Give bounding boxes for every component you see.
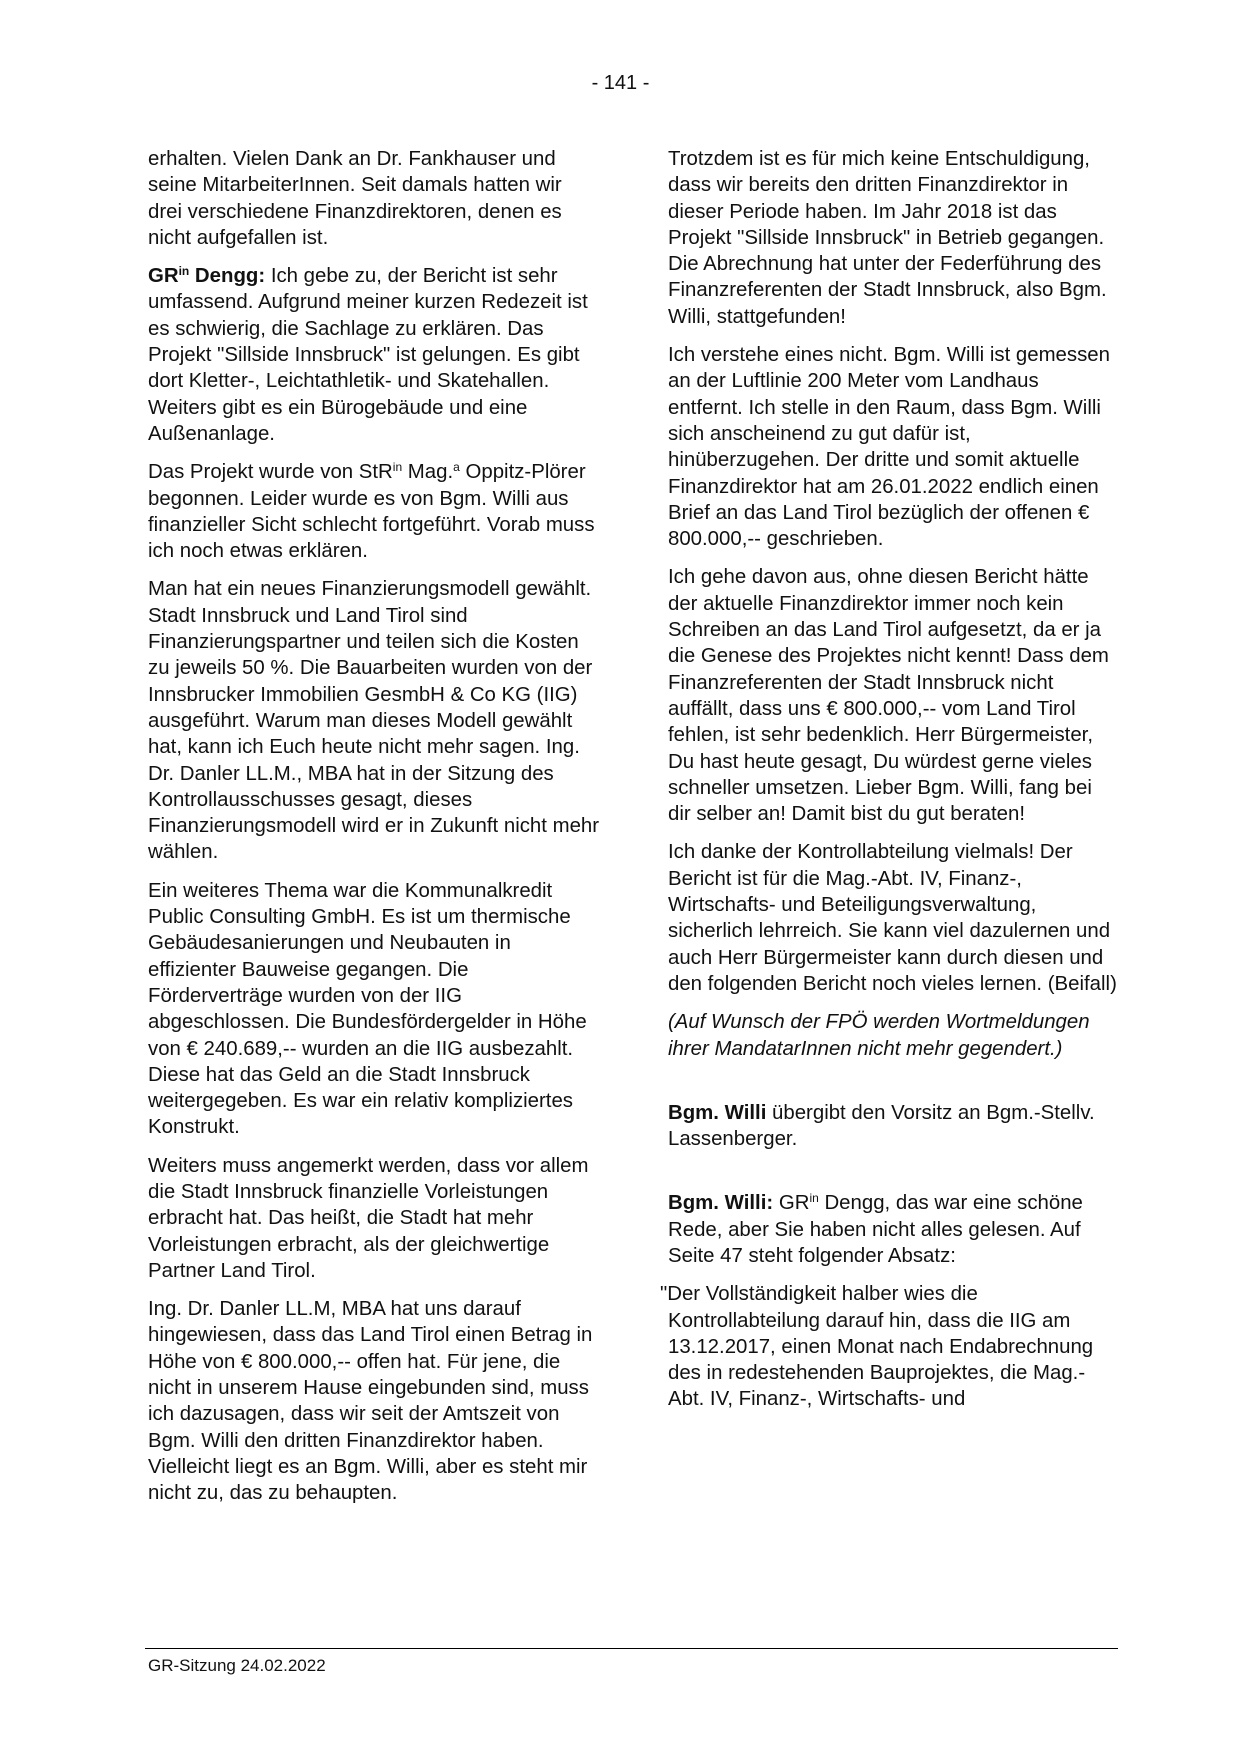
paragraph: Bgm. Willi: $GR^{in}$ Dengg, das war eine schöne Rede, aber Sie haben nicht alles gelesen. Auf Seite 47 steht folgender Absatz:	[668, 1191, 1083, 1267]
speaker-name: $GR^{in}$ Dengg:	[148, 264, 266, 288]
quotation: "Der Vollständigkeit halber wies die Kontrollabteilung darauf hin, dass die IIG am 13.12.2017, einen Monat nach Endabrechnung des in redestehenden Bauprojektes, die Mag.-Abt. IV, Finanz-, Wirtschafts- und	[660, 1283, 1094, 1411]
paragraph: $GR^{in}$ Dengg: Ich gebe zu, der Bericht ist sehr umfassend. Aufgrund meiner kurzen Redezeit ist es schwierig, die Sachlage zu erklären. Das Projekt "Sillside Innsbruck" ist gelungen. Es gibt dort Kletter-, Leichtathletik- und Skatehallen. Weiters gibt es ein Bürogebäude und eine Außenanlage.	[148, 264, 588, 445]
paragraph: Weiters muss angemerkt werden, dass vor allem die Stadt Innsbruck finanzielle Vorleistungen erbracht hat. Das heißt, die Stadt hat mehr Vorleistungen erbracht, als der gleichwertige Partner Land Tirol.	[148, 1154, 589, 1282]
paragraph: Ich verstehe eines nicht. Bgm. Willi ist gemessen an der Luftlinie 200 Meter vom Landhaus entfernt. Ich stelle in den Raum, dass Bgm. Willi sich anscheinend zu gut dafür ist, hinüberzugehen. Der dritte und somit aktuelle Finanzdirektor hat am 26.01.2022 endlich einen Brief an das Land Tirol bezüglich der offenen € 800.000,-- geschrieben.	[668, 344, 1110, 551]
paragraph: Ing. Dr. Danler LL.M, MBA hat uns darauf hingewiesen, dass das Land Tirol einen Betrag in Höhe von € 800.000,-- offen hat. Für jene, die nicht in unserem Hause eingebunden sind, muss ich dazusagen, dass wir seit der Amtszeit von Bgm. Willi den dritten Finanzdirektor haben. Vielleicht liegt es an Bgm. Willi, aber es steht mir nicht zu, das zu behaupten.	[148, 1298, 593, 1505]
paragraph: Das Projekt wurde von StR$^{in}$ Mag.$^a$ Oppitz-Plörer begonnen. Leider wurde es von Bgm. Willi aus finanzieller Sicht schlecht fortgeführt. Vorab muss ich noch etwas erklären.	[148, 460, 595, 563]
speaker-name: Bgm. Willi:	[668, 1192, 774, 1215]
paragraph: Trotzdem ist es für mich keine Entschuldigung, dass wir bereits den dritten Finanzdirektor in dieser Periode haben. Im Jahr 2018 ist das Projekt "Sillside Innsbruck" in Betrieb gegangen. Die Abrechnung hat unter der Federführung des Finanzreferenten der Stadt Innsbruck, also Bgm. Willi, stattgefunden!	[668, 148, 1107, 328]
footer-divider	[145, 1648, 1118, 1649]
editorial-note: (Auf Wunsch der FPÖ werden Wortmeldungen ihrer MandatarInnen nicht mehr gegendert.)	[668, 1011, 1090, 1060]
paragraph: Ich danke der Kontrollabteilung vielmals! Der Bericht ist für die Mag.-Abt. IV, Finanz-, Wirtschafts- und Beteiligungsverwaltung, sicherlich lehrreich. Sie kann viel dazulernen und auch Herr Bürgermeister kann durch diesen und den folgenden Bericht noch vieles lernen. (Beifall)	[668, 841, 1117, 995]
page-number: - 141 -	[591, 72, 650, 94]
paragraph: Bgm. Willi übergibt den Vorsitz an Bgm.-Stellv. Lassenberger.	[668, 1101, 1095, 1151]
speaker-name: Bgm. Willi	[668, 1101, 767, 1124]
paragraph: Man hat ein neues Finanzierungsmodell gewählt. Stadt Innsbruck und Land Tirol sind Finanzierungspartner und teilen sich die Kosten zu jeweils 50 %. Die Bauarbeiten wurden von der Innsbrucker Immobilien GesmbH & Co KG (IIG) ausgeführt. Warum man dieses Modell gewählt hat, kann ich Euch heute nicht mehr sagen. Ing. Dr. Danler LL.M., MBA hat in der Sitzung des Kontrollausschusses gesagt, dieses Finanzierungsmodell wird er in Zukunft nicht mehr wählen.	[148, 578, 600, 864]
paragraph: erhalten. Vielen Dank an Dr. Fankhauser und seine MitarbeiterInnen. Seit damals hatten wir drei verschiedene Finanzdirektoren, denen es nicht aufgefallen ist.	[148, 148, 562, 249]
paragraph: Ich gehe davon aus, ohne diesen Bericht hätte der aktuelle Finanzdirektor immer noch kein Schreiben an das Land Tirol aufgesetzt, da er ja die Genese des Projektes nicht kennt! Dass dem Finanzreferenten der Stadt Innsbruck nicht auffällt, dass uns € 800.000,-- vom Land Tirol fehlen, ist sehr bedenklich. Herr Bürgermeister, Du hast heute gesagt, Du würdest gerne vieles schneller umsetzen. Lieber Bgm. Willi, fang bei dir selber an! Damit bist du gut beraten!	[668, 566, 1109, 826]
right-column	[660, 146, 1118, 1425]
paragraph: Ein weiteres Thema war die Kommunalkredit Public Consulting GmbH. Es ist um thermische Gebäudesanierungen und Neubauten in effizienter Bauweise gegangen. Die Förderverträge wurden von der IIG abgeschlossen. Die Bundesfördergelder in Höhe von € 240.689,-- wurden an die IIG ausbezahlt. Diese hat das Geld an die Stadt Innsbruck weitergegeben. Es war ein relativ kompliziertes Konstrukt.	[148, 879, 587, 1139]
left-column	[148, 146, 600, 1519]
footer: GR-Sitzung 24.02.2022	[148, 1656, 326, 1675]
